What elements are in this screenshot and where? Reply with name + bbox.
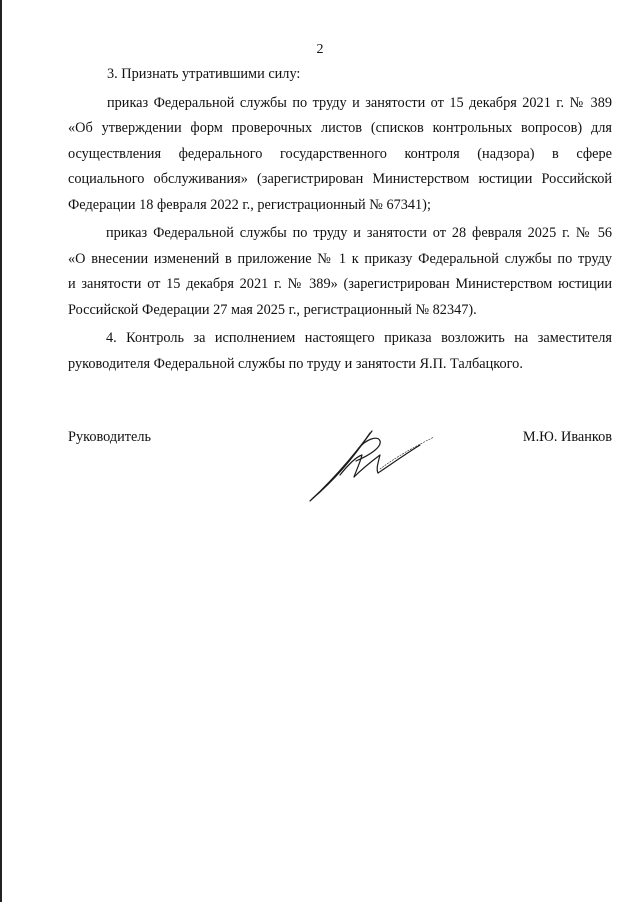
text-line: приказ Федеральной службы по труду и занятости от 28 февраля 2025 г. № 56 bbox=[106, 225, 612, 241]
text-line: руководителя Федеральной службы по труду и занятости Я.П. Талбацкого. bbox=[68, 355, 523, 372]
text-line: приказ Федеральной службы по труду и занятости от 15 декабря 2021 г. № 389 bbox=[107, 94, 612, 111]
text-line: 4. Контроль за исполнением настоящего приказа возложить на заместителя bbox=[106, 330, 612, 346]
handwritten-signature bbox=[300, 425, 440, 505]
signatory-name: М.Ю. Иванков bbox=[522, 429, 612, 445]
text-line: Российской Федерации 27 мая 2025 г., регистрационный № 82347). bbox=[68, 301, 477, 318]
paragraph-order-56 bbox=[68, 221, 612, 323]
text-line: 3. Признать утратившими силу: bbox=[107, 66, 301, 82]
scan-edge bbox=[0, 0, 2, 902]
paragraph-item-4 bbox=[68, 326, 612, 377]
document-body bbox=[68, 62, 612, 377]
paragraph-order-389 bbox=[68, 91, 612, 219]
signatory-position: Руководитель bbox=[68, 429, 152, 445]
text-line: Федерации 18 февраля 2022 г., регистрационный № 67341); bbox=[68, 196, 431, 213]
text-line: «О внесении изменений в приложение № 1 к приказу Федеральной службы по труду bbox=[68, 250, 612, 267]
text-line: социального обслуживания» (зарегистрирован Министерством юстиции Российской bbox=[68, 171, 612, 187]
paragraph-item-3 bbox=[68, 62, 612, 88]
text-line: и занятости от 15 декабря 2021 г. № 389» (зарегистрирован Министерством юстиции bbox=[68, 276, 612, 292]
page-number: 2 bbox=[316, 42, 324, 57]
text-line: «Об утверждении форм проверочных листов (списков контрольных вопросов) для bbox=[68, 120, 612, 136]
text-line: осуществления федерального государственного контроля (надзора) в сфере bbox=[68, 145, 612, 162]
